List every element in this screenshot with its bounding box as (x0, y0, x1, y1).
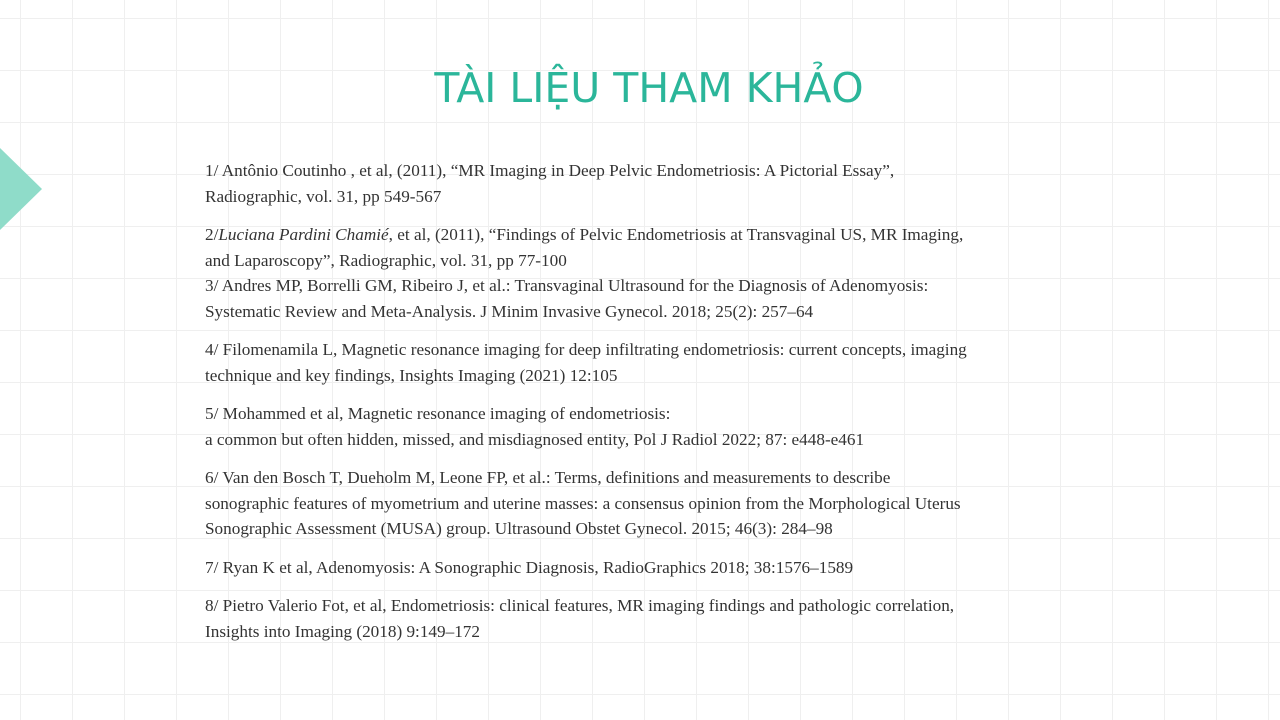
reference-text: Andres MP, Borrelli GM, Ribeiro J, et al.: Transvaginal Ultrasound for the Diagnosis of Adenomyosis: Systematic Review and Meta-Analysis. J Minim Invasive Gynecol. 2018; 25(2): 257–64 (205, 276, 929, 321)
reference-text: Pietro Valerio Fot, et al, Endometriosis: clinical features, MR imaging findings and pathologic correlation, Insights into Imaging (2018) 9:149–172 (205, 596, 955, 641)
reference-text: Antônio Coutinho , et al, (2011), “MR Imaging in Deep Pelvic Endometriosis: A Pictorial Essay”, Radiographic, vol. 31, pp 549-567 (205, 161, 895, 206)
reference-prefix: 6/ (205, 468, 223, 487)
reference-item-7 (205, 555, 1035, 581)
reference-prefix: 7/ (205, 557, 223, 577)
accent-triangle-shape (0, 148, 42, 230)
slide-title: TÀI LIỆU THAM KHẢO (434, 64, 864, 112)
reference-item-2 (205, 222, 1035, 273)
reference-prefix: 2/ (205, 225, 219, 244)
reference-item-5 (205, 401, 1035, 452)
reference-prefix: 5/ (205, 404, 223, 423)
reference-prefix: 8/ (205, 596, 223, 615)
reference-text: Filomenamila L, Magnetic resonance imaging for deep infiltrating endometriosis: current concepts, imaging technique and key findings, Insights Imaging (2021) 12:105 (205, 340, 967, 385)
reference-prefix: 4/ (205, 340, 223, 359)
reference-list (205, 158, 1035, 657)
reference-item-3 (205, 273, 1035, 324)
reference-text: Mohammed et al, Magnetic resonance imaging of endometriosis: a common but often hidden, missed, and misdiagnosed entity, Pol J Radiol 2022; 87: e448-e461 (205, 404, 865, 449)
reference-prefix: 1/ (205, 161, 222, 180)
reference-item-1 (205, 158, 1035, 209)
reference-author-italic: Luciana Pardini Chamié (218, 225, 389, 244)
reference-item-6 (205, 465, 1035, 542)
reference-text: , et al, (2011), “Findings of Pelvic Endometriosis at Transvaginal US, MR Imaging, and Laparoscopy”, Radiographic, vol. 31, pp 77-100 (205, 225, 964, 270)
reference-prefix: 3/ (205, 276, 222, 295)
reference-item-4 (205, 337, 1035, 388)
reference-text: Ryan K et al, Adenomyosis: A Sonographic Diagnosis, RadioGraphics 2018; 38:1576–1589 (222, 557, 854, 577)
reference-item-8 (205, 593, 1035, 644)
reference-text: Van den Bosch T, Dueholm M, Leone FP, et al.: Terms, definitions and measurements to describe sonographic features of myometrium and uterine masses: a consensus opinion from the Morphological Uterus Sonographic Assessment (MUSA) group. Ultrasound Obstet Gynecol. 2015; 46(3): 284–98 (205, 468, 961, 538)
